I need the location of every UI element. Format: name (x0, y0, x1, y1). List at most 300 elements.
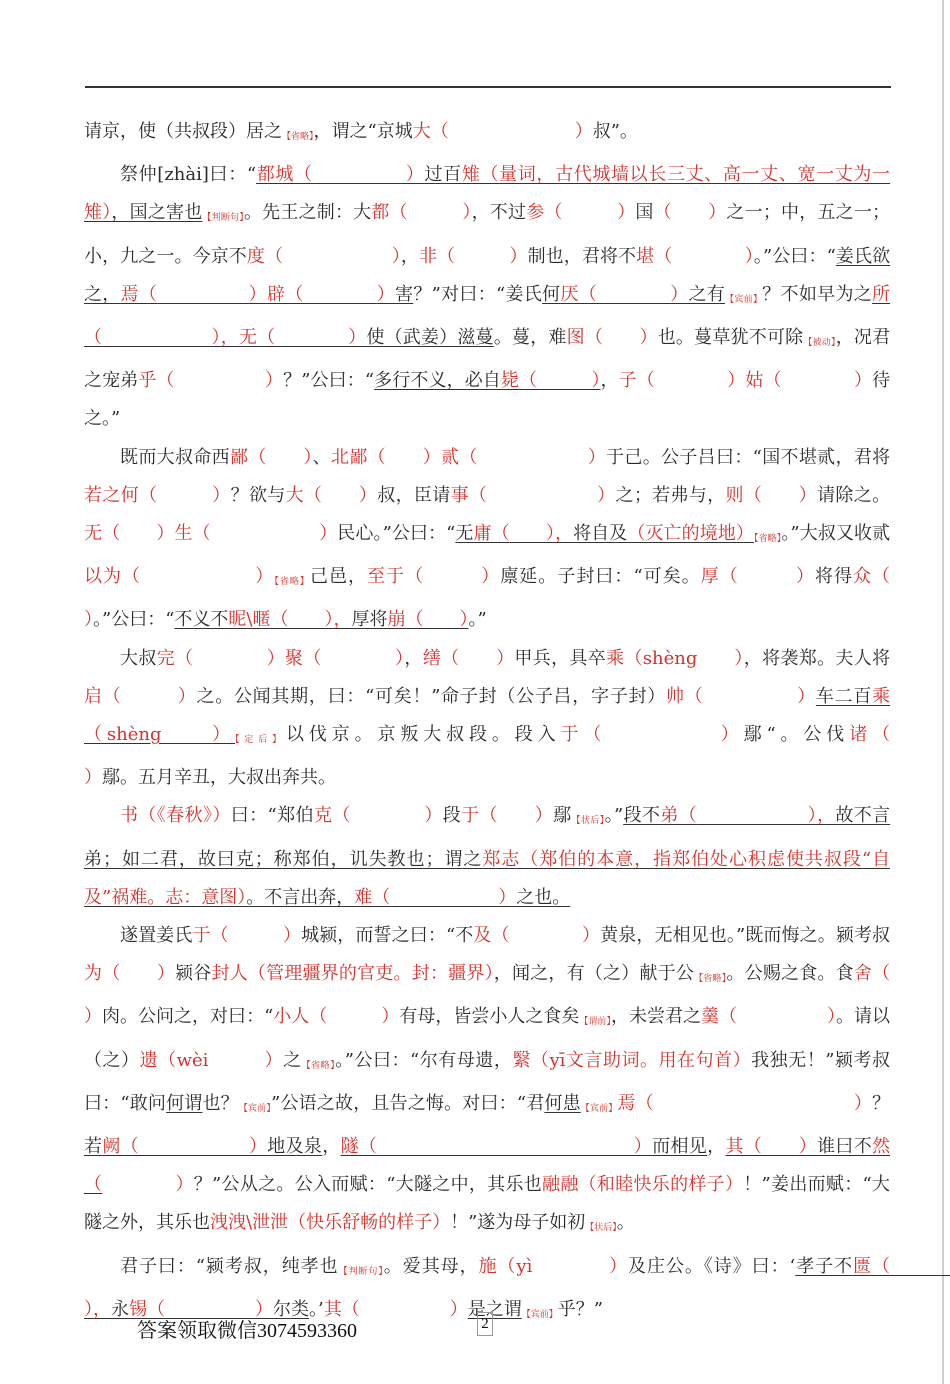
annotated-text (537, 370, 591, 391)
text-run: 。”公曰：“尔有母遗， (335, 1049, 513, 1071)
annotated-text: 无 (455, 523, 474, 545)
text-run (208, 1050, 264, 1071)
annotated-text: ） (534, 805, 554, 827)
annotated-text (139, 1136, 249, 1157)
annotated-text: 舍（ (853, 963, 891, 985)
annotated-text: 繄（yī文言助词。用在句首） (512, 1049, 752, 1071)
text-run (782, 370, 854, 391)
text-run: ？”公从之。公入而赋：“大隧之中，其乐也 (193, 1174, 543, 1196)
annotated-text: 子（ (618, 370, 655, 392)
annotated-text: 其（ (323, 1298, 360, 1320)
annotated-text: 郑志（郑伯的本意，指郑伯处心积虑使共叔段“自及”祸难。志：意图） (84, 848, 891, 908)
text-run (211, 523, 320, 544)
page-number: 2 (477, 1312, 493, 1336)
text-run: ？”公曰：“ (283, 370, 375, 392)
text-run: 请除之。 (817, 484, 891, 506)
annotated-text: ） (422, 446, 442, 468)
annotated-text: 所（ (84, 283, 891, 349)
text-run: 肉。公问之，对曰：“ (102, 1006, 274, 1028)
annotated-text: ） (727, 370, 746, 392)
annotated-text (390, 887, 498, 908)
text-run: ，闻之，有（之）献于公 (493, 963, 695, 985)
annotated-text: ） (405, 164, 425, 186)
text-run (459, 648, 496, 669)
annotated-text: 乘（shèng (84, 685, 891, 746)
annotated-text: ） (376, 283, 396, 305)
text-run: ， (400, 245, 419, 267)
annotated-text: 尔类 (273, 1298, 309, 1320)
annotated-text: ） (795, 566, 815, 588)
annotated-text: 崩（ (387, 609, 424, 631)
annotated-text: 百 (443, 164, 462, 186)
text-run: 。’ (309, 1298, 324, 1320)
annotated-text: ） (462, 202, 472, 224)
annotated-text: ） (574, 121, 593, 142)
text-run: 于己。公子吕曰：“国不堪贰，君将 (606, 446, 891, 468)
annotated-text: 雉（量词，古代城墙以长三丈、高一丈、宽一丈为一雉） (84, 164, 891, 224)
text-run (424, 566, 481, 587)
text-run (703, 686, 797, 707)
text-run (408, 202, 463, 223)
annotated-text: 书（《春秋》） (120, 805, 231, 827)
text-run: 之 (283, 1049, 302, 1071)
paragraph-2 (84, 156, 890, 438)
annotated-text (510, 523, 546, 544)
text-run: 遂置姜氏 (120, 925, 193, 947)
annotated-text (275, 327, 348, 348)
text-run: ，不过 (471, 202, 527, 224)
text-run: ， (600, 370, 619, 392)
annotated-text (423, 609, 459, 630)
text-run (102, 1174, 175, 1195)
text-run (283, 246, 392, 267)
annotated-text: 多行不义，必自 (374, 370, 501, 392)
text-run (141, 566, 255, 587)
annotated-text (890, 1256, 950, 1277)
annotated-text: 是之谓 (467, 1298, 522, 1320)
text-run: 鄢 (553, 805, 572, 827)
text-run: ”公语之故，且告之悔。对曰：“君 (271, 1092, 545, 1114)
page-right-edge (942, 0, 944, 1384)
annotated-text: ） (424, 805, 443, 827)
text-run: 以伐京。京叛大叔段。段入 (286, 724, 561, 746)
text-run (603, 327, 639, 348)
annotated-text: ） (212, 484, 231, 506)
annotated-text: ） (633, 1136, 653, 1158)
text-run (157, 485, 212, 506)
annotated-text (102, 327, 211, 348)
text-run: 黄泉，无相见也。”既而悔之。颍考叔 (600, 925, 891, 947)
annotated-text: 庸（ (473, 523, 510, 545)
text-run (386, 447, 423, 468)
text-run (121, 686, 177, 707)
text-run (175, 370, 266, 391)
text-run (267, 447, 304, 468)
paragraph-3 (84, 439, 890, 640)
annotated-text: ） (744, 245, 754, 267)
annotated-text: ，国之害也 (111, 202, 203, 224)
annotated-text: ） (587, 446, 607, 468)
annotated-text: 弟（ (660, 805, 698, 827)
annotated-text: ） (395, 647, 405, 669)
text-run: 鄢。五月辛丑，大叔出奔共。 (102, 767, 336, 789)
annotated-text: ） (609, 1255, 629, 1277)
text-run: 。”公曰：“ (93, 609, 175, 631)
text-run: ，未尝君之 (610, 1006, 701, 1028)
annotated-text: ）， (545, 523, 574, 545)
annotated-text: ）， (807, 805, 836, 827)
annotated-text: ） (84, 609, 93, 631)
annotated-text: 匮（ (853, 1255, 891, 1277)
text-run: ，谓之“京城 (313, 121, 413, 142)
text-run: ？”对曰：“姜氏 (413, 283, 543, 305)
text-run: 。 (616, 1212, 635, 1234)
annotated-text: 缮（ (422, 647, 460, 669)
annotated-text (304, 284, 377, 305)
annotated-text: 遗（wèi (139, 1049, 209, 1071)
annotated-text: ） (391, 245, 401, 267)
annotated-text: ） (798, 484, 818, 506)
annotated-text: 故不言弟；如二君，故曰克；称郑伯，讥失教也；谓之 (84, 805, 891, 870)
annotated-text: 为（ (84, 963, 121, 985)
text-body (84, 113, 890, 1334)
text-run (606, 724, 720, 745)
header-rule (85, 86, 891, 88)
paragraph-5 (84, 797, 890, 917)
annotated-text: ） (459, 609, 469, 631)
annotated-text: 焉（ (617, 1092, 654, 1114)
text-run: 请京，使（共叔段）居之 (84, 121, 282, 142)
annotated-text: 小人（ (273, 1006, 328, 1028)
annotated-text: （ (653, 202, 672, 224)
annotated-text: ） (248, 1136, 268, 1158)
annotated-text: 则（ (725, 484, 763, 506)
annotated-text: 孝子不 (795, 1255, 854, 1277)
text-run: 段 (442, 805, 462, 827)
annotated-text: 于（ (461, 805, 498, 827)
annotated-text (288, 609, 324, 630)
text-run (322, 648, 395, 669)
paragraph-1 (84, 113, 890, 156)
annotated-text: 过 (424, 164, 444, 186)
text-run (351, 805, 425, 826)
text-run (510, 925, 582, 946)
annotated-text: 鄙（ (229, 446, 267, 468)
text-run: 。”公曰：“ (753, 245, 836, 267)
annotated-text: 地及泉 (267, 1136, 323, 1158)
text-run (739, 566, 796, 587)
grammar-tag: 【状后】 (585, 1223, 617, 1234)
text-run: 叔”。 (592, 121, 638, 142)
text-run (563, 202, 618, 223)
text-run (498, 805, 535, 826)
annotated-text: 堪（ (636, 245, 673, 267)
annotated-text: 隧（ (340, 1136, 378, 1158)
annotated-text: ） (348, 327, 367, 349)
annotated-text: 使（武姜）滋蔓 (366, 327, 494, 349)
text-run: 叔，臣请 (377, 484, 451, 506)
annotated-text: 启（ (84, 685, 122, 707)
annotated-text: 都（ (371, 202, 408, 224)
annotated-text: 之有 (688, 283, 726, 305)
text-run (672, 202, 708, 223)
text-run: ， (707, 1136, 726, 1158)
annotated-text: ） (670, 283, 689, 305)
annotated-text: 都城（ (256, 164, 313, 186)
paragraph-6 (84, 917, 890, 1248)
annotated-text: 事（ (450, 484, 488, 506)
text-run (890, 963, 944, 984)
text-run: 。公赐之食。食 (726, 963, 854, 985)
annotated-text: 厚（ (700, 566, 739, 588)
annotated-text: 之也。 (516, 886, 571, 908)
annotated-text: 融融（和睦快乐的样子） (542, 1174, 744, 1196)
annotated-text: 及（ (473, 925, 510, 947)
grammar-tag: 【宾前】 (725, 294, 763, 305)
annotated-text: 大（ (412, 121, 449, 142)
text-run: 之。公闻其期，曰：“可矣！”命子封（公子吕，字子封） (196, 685, 666, 707)
text-run: ！”遂为母子如初 (450, 1212, 586, 1234)
annotated-text: 谁曰不 (817, 1136, 873, 1158)
text-run: 廪延。子封曰：“可矣。 (500, 566, 701, 588)
text-run: ！”姜出而赋：“大隧之外，其乐也 (84, 1174, 891, 1234)
annotated-text: 焉（ (120, 283, 158, 305)
text-run: 鄢“。公伐 (743, 724, 850, 746)
annotated-text: 害 (395, 283, 414, 305)
annotated-text: ） (177, 685, 197, 707)
annotated-text: ） (734, 647, 744, 669)
annotated-text: ） (255, 1298, 273, 1320)
text-run (360, 1299, 450, 1320)
text-run: 大叔 (120, 647, 157, 669)
text-run (455, 246, 509, 267)
annotated-text: 图（ (566, 327, 604, 349)
annotated-text: ） (708, 202, 727, 224)
annotated-text: 乎（ (138, 370, 175, 392)
annotated-text: 何谓 (166, 1092, 203, 1114)
annotated-text: 昵\暱（ (228, 609, 289, 631)
annotated-text: 参（ (526, 202, 563, 224)
annotated-text: 姜氏欲之， (84, 245, 891, 305)
text-run: 待之。” (84, 370, 891, 430)
annotated-text: ） (282, 925, 302, 947)
annotated-text (157, 284, 248, 305)
text-run (120, 963, 156, 984)
annotated-text: 羹（ (700, 1006, 737, 1028)
annotated-text: 施（yì (478, 1255, 533, 1277)
text-run: 。”大叔又收贰 (781, 523, 891, 545)
text-run: 乎？” (557, 1298, 603, 1320)
text-run: 将得 (814, 566, 854, 588)
annotated-text: 洩洩\泄泄（快乐舒畅的样子） (210, 1212, 451, 1234)
annotated-text: 克（ (313, 805, 351, 827)
text-run: ？欲与 (230, 484, 286, 506)
annotated-text: ） (617, 202, 636, 224)
annotated-text: ） (212, 724, 236, 746)
annotated-text: 厚将 (351, 609, 388, 631)
annotated-text (313, 164, 406, 185)
annotated-text: 锡（ (129, 1298, 165, 1320)
annotated-text: ） (496, 647, 515, 669)
text-run: ？ (872, 1092, 891, 1114)
annotated-text: 何 (542, 283, 561, 305)
text-run (532, 1256, 609, 1277)
text-run (697, 648, 734, 669)
annotated-text: 永 (111, 1298, 129, 1320)
text-run: 。” (468, 609, 487, 631)
text-run: 、 (312, 446, 332, 468)
annotated-text: ） (827, 1006, 837, 1028)
annotated-text: ）， (84, 1298, 111, 1320)
annotated-text: ） (248, 283, 267, 305)
annotated-text: 贰（ (441, 446, 478, 468)
text-run (890, 724, 950, 745)
text-run: 民心。”公曰：“ (337, 523, 456, 545)
text-run: 我独无！”颍考叔曰：“敢问 (84, 1049, 891, 1114)
text-run (672, 246, 744, 267)
annotated-text: 大（ (285, 484, 323, 506)
annotated-text: 聚（ (285, 647, 322, 669)
annotated-text (762, 1136, 799, 1157)
text-run (193, 648, 266, 669)
annotated-text: 以为（ (84, 566, 142, 588)
annotated-text: 难（ (354, 886, 391, 908)
text-run: 之一；中，五之一；小，九之一。今京不 (84, 202, 891, 267)
paragraph-4 (84, 640, 890, 798)
grammar-tag: 【定后】 (235, 735, 287, 746)
annotated-text: ） (853, 1092, 873, 1114)
annotated-text: ） (156, 523, 175, 545)
text-run: 。爱其母， (383, 1255, 479, 1277)
text-run: ，将袭郑。夫人将 (743, 647, 891, 669)
annotated-text: ） (509, 245, 528, 267)
annotated-text: 诸（ (849, 724, 891, 746)
annotated-text: ） (498, 886, 517, 908)
annotated-text: 于（ (560, 724, 607, 746)
grammar-tag: 【省略】 (694, 974, 727, 985)
text-run (655, 370, 727, 391)
annotated-text: 于（ (192, 925, 229, 947)
annotated-text: 辟（ (266, 283, 304, 305)
text-run: 己邑， (309, 566, 368, 588)
annotated-text: ） (582, 925, 601, 947)
text-run: 。蔓，难 (493, 327, 567, 349)
text-run: ， (404, 647, 423, 669)
footer-contact: 答案领取微信3074593360 (137, 1320, 357, 1342)
text-run: ， (322, 1136, 341, 1158)
grammar-tag: 【省略】 (753, 534, 782, 545)
text-run: 及庄公。《诗》曰：‘ (628, 1255, 796, 1277)
text-run (737, 1006, 827, 1027)
annotated-text: 将自及 (573, 523, 628, 545)
text-run: 既而大叔命西 (120, 446, 230, 468)
annotated-text: ） (639, 327, 658, 349)
annotated-text: ） (84, 1006, 103, 1028)
annotated-text: 若 (84, 1136, 103, 1158)
grammar-tag: 【省略】 (301, 1060, 336, 1071)
annotated-text: 帅（ (665, 685, 704, 707)
annotated-text: 毙（ (500, 370, 538, 392)
annotated-text: 其（ (725, 1136, 763, 1158)
text-run: ，况君之宠弟 (84, 327, 891, 392)
annotated-text: ） (84, 767, 102, 789)
annotated-text: ）， (324, 609, 352, 631)
annotated-text: ） (175, 1174, 194, 1196)
text-run: 颍谷 (175, 963, 212, 985)
text-run (449, 121, 575, 142)
annotated-text: 封人（管理疆界的官吏。封：疆界） (211, 963, 494, 985)
grammar-tag: 【状后】 (571, 816, 605, 827)
annotated-text: ） (381, 1006, 400, 1028)
text-run: 制也，君将不 (527, 245, 637, 267)
grammar-tag: 【宾前】 (580, 1103, 618, 1114)
annotated-text (377, 1136, 634, 1157)
annotated-text: ） (797, 685, 816, 707)
grammar-tag: 【判断句】 (338, 1266, 384, 1277)
grammar-tag: 【被动】 (803, 338, 836, 349)
grammar-tag: 【宾前】 (521, 1309, 558, 1320)
text-run: 君子曰：“颍考叔，纯孝也 (120, 1255, 339, 1277)
annotated-text (161, 724, 212, 745)
annotated-text: 段不 (623, 805, 661, 827)
annotated-text: 而相见 (652, 1136, 708, 1158)
annotated-text: 厌（ (560, 283, 597, 305)
annotated-text: （灭亡的境地） (627, 523, 754, 545)
annotated-text (597, 284, 670, 305)
grammar-tag: 【谓前】 (579, 1017, 611, 1028)
annotated-text: 不义不 (174, 609, 229, 631)
text-run (229, 925, 283, 946)
text-run (120, 523, 156, 544)
annotated-text: 姑（ (745, 370, 782, 392)
grammar-tag: 【省略】 (274, 577, 310, 588)
annotated-text (697, 805, 807, 826)
annotated-text: 众（ (853, 566, 891, 588)
annotated-text: 若之何（ (84, 484, 158, 506)
annotated-text: 然（ (84, 1136, 891, 1196)
text-run: 曰：“郑伯 (230, 805, 314, 827)
text-run: 。先王之制：大 (243, 202, 372, 224)
annotated-text: ） (720, 724, 744, 746)
annotated-text: ） (255, 566, 275, 588)
text-run: ？不如早为之 (762, 283, 873, 305)
annotated-text: ）， (211, 327, 239, 349)
annotated-text: ） (319, 523, 338, 545)
annotated-text: 车二百 (815, 685, 873, 707)
text-run: 。” (604, 805, 624, 827)
text-run (762, 485, 799, 506)
annotated-text: ） (591, 370, 601, 392)
annotated-text: ） (597, 484, 616, 506)
annotated-text: ） (358, 484, 378, 506)
text-run: 也。蔓草犹不可除 (657, 327, 804, 349)
grammar-tag: 【省略】 (282, 132, 314, 142)
text-run (487, 485, 597, 506)
annotated-text: ） (798, 1136, 818, 1158)
text-run (478, 447, 588, 468)
annotated-text: ） (264, 1049, 284, 1071)
text-run: 国 (635, 202, 654, 224)
annotated-text: 乘（shèng (606, 647, 698, 669)
text-run (322, 485, 359, 506)
text-run: 甲兵，具卒 (514, 647, 607, 669)
text-run (327, 1006, 381, 1027)
annotated-text: 度（ (246, 245, 284, 267)
annotated-text: 非（ (418, 245, 456, 267)
annotated-text: 生（ (174, 523, 211, 545)
annotated-text: ） (449, 1298, 468, 1320)
annotated-text: 完（ (156, 647, 194, 669)
